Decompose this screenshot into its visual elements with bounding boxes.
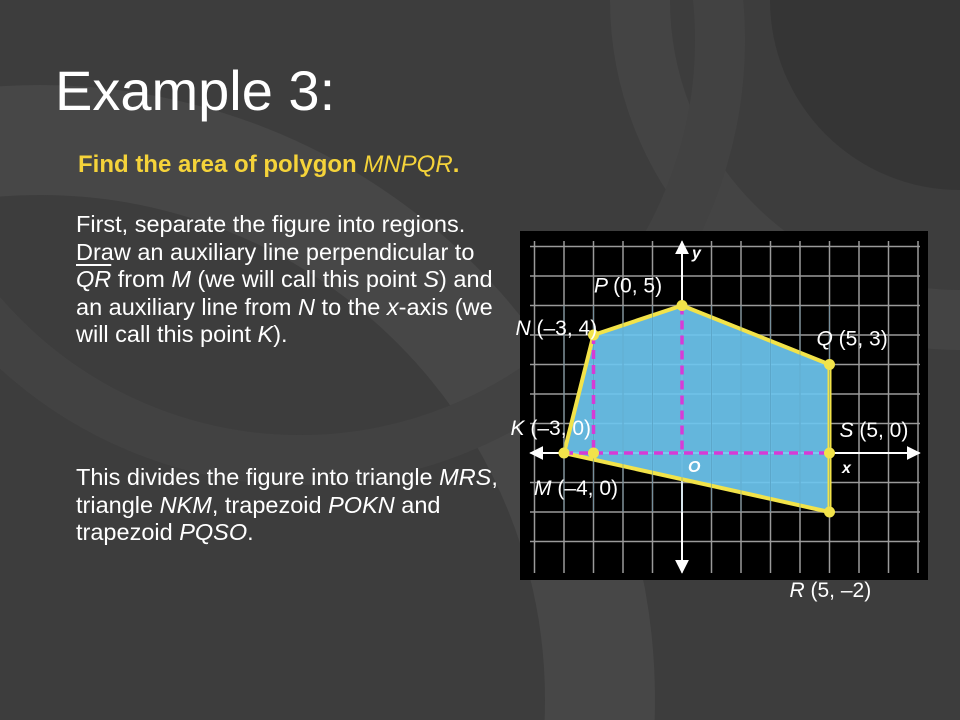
point-label-r: R (5, –2) (789, 579, 872, 602)
instructions-paragraph (76, 211, 506, 349)
point-name: S (423, 266, 440, 292)
shape-name: POKN (328, 491, 395, 518)
subtitle-end: . (452, 151, 460, 178)
text-run: (we will call this point (190, 266, 424, 292)
text-run: , trapezoid (211, 491, 329, 518)
origin-label: O (688, 459, 701, 476)
text-run: , triangle (76, 464, 498, 518)
point-label-k: K (–3, 0) (510, 417, 592, 440)
subtitle-lead: Find the area of polygon (78, 151, 364, 178)
text-run: and trapezoid (76, 491, 441, 545)
coordinate-plane (510, 231, 928, 602)
point-name: M (171, 266, 191, 292)
vertex-k (588, 448, 599, 459)
text-run: ) and an auxiliary line from (76, 266, 493, 320)
subtitle-polygon-name: MNPQR (363, 151, 453, 178)
slide-title: Example 3: (55, 59, 336, 122)
point-label-n: N (–3, 4) (515, 317, 598, 340)
vertex-p (677, 300, 688, 311)
x-axis-label: x (842, 460, 851, 477)
point-label-p: P (0, 5) (594, 274, 663, 298)
text-run: ). (273, 321, 288, 347)
vertex-s (824, 448, 835, 459)
shape-name: NKM (159, 491, 212, 518)
point-label-q: Q (5, 3) (816, 327, 888, 351)
text-run: -axis (we will call this point (76, 293, 493, 347)
vertex-q (824, 359, 835, 370)
y-axis-label: y (692, 245, 701, 262)
point-label-s: S (5, 0) (839, 419, 909, 442)
segment-qr: $\overline{QR}$ (76, 266, 112, 292)
text-run: . (247, 519, 254, 545)
point-label-m: M (–4, 0) (534, 477, 619, 500)
shape-name: PQSO (179, 519, 248, 545)
slide-subtitle (78, 151, 459, 179)
axis-name: x (386, 293, 399, 320)
vertex-r (824, 507, 835, 518)
shape-name: MRS (439, 464, 492, 490)
text-run: First, separate the figure into regions. Draw an auxiliary line perpendicular to (76, 211, 475, 265)
vertex-m (559, 448, 570, 459)
text-run: to the (315, 293, 387, 320)
text-run: This divides the figure into triangle (76, 464, 440, 490)
coordinate-figure (510, 231, 928, 602)
text-run: from (111, 266, 172, 292)
point-name: N (298, 293, 316, 320)
point-name: K (257, 321, 274, 347)
regions-paragraph (76, 464, 506, 547)
